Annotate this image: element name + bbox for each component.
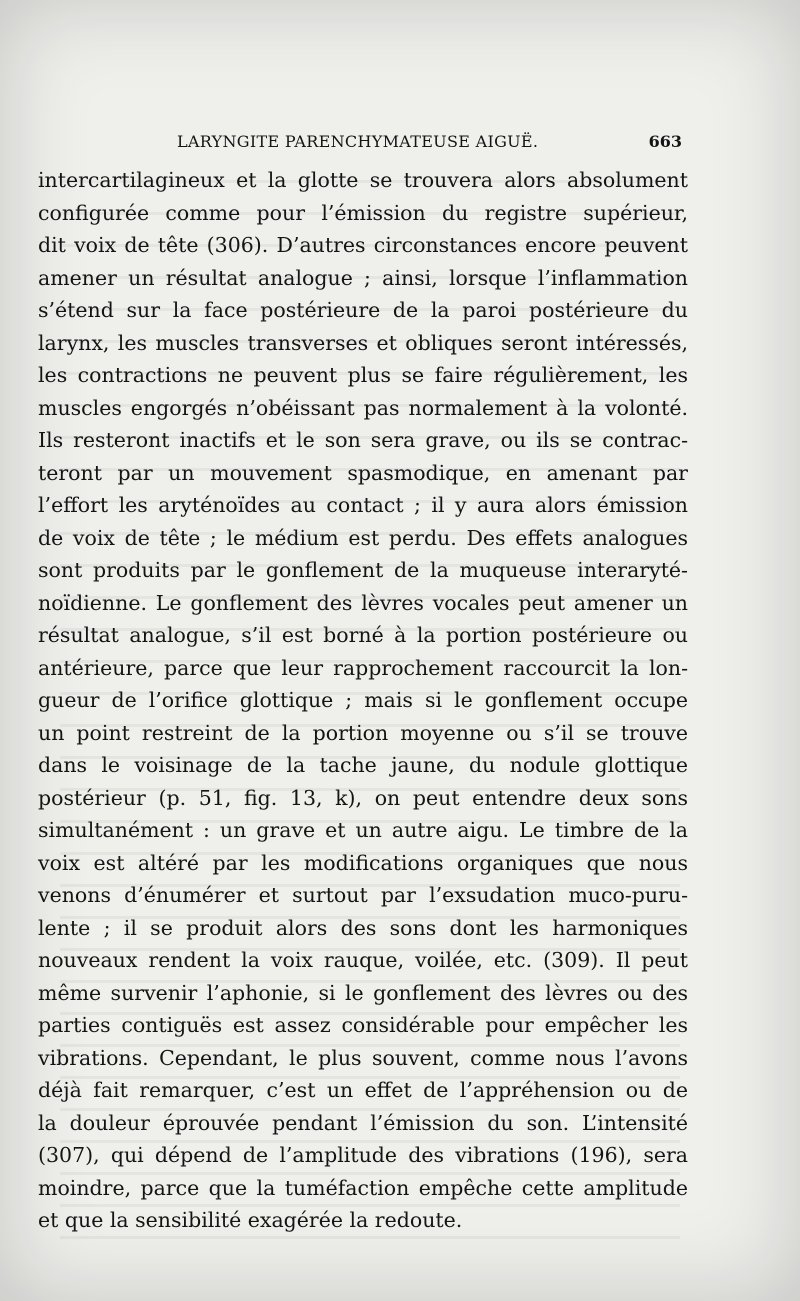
text-line-23: venons d’énumérer et surtout par l’exsudation muco-puru- [38, 883, 688, 907]
text-line-10: teront par un mouvement spasmodique, en amenant par [38, 460, 688, 485]
text-line-8: muscles engorgés n’obéissant pas normalement à la volonté. [38, 395, 688, 420]
text-line-22: voix est altéré par les modifications organiques que nous [38, 850, 688, 875]
text-line-1: intercartilagineux et la glotte se trouvera alors absolument [38, 168, 688, 192]
page-header [36, 132, 692, 156]
text-line-7: les contractions ne peuvent plus se faire régulièrement, les [38, 363, 688, 387]
text-line-3: dit voix de tête (306). D’autres circonstances encore peuvent [38, 233, 688, 257]
text-line-25: nouveaux rendent la voix rauque, voilée, etc. (309). Il peut [38, 948, 688, 972]
text-line-29: déjà fait remarquer, c’est un effet de l’appréhension ou de [38, 1078, 688, 1102]
text-line-20: postérieur (p. 51, fig. 13, k), on peut entendre deux sons [38, 785, 688, 810]
text-line-24: lente ; il se produit alors des sons dont les harmoniques [38, 915, 688, 940]
running-head: LARYNGITE PARENCHYMATEUSE AIGUË. [177, 132, 539, 151]
text-line-2: configurée comme pour l’émission du registre supérieur, [38, 200, 688, 225]
text-line-12: de voix de tête ; le médium est perdu. Des effets analogues [38, 525, 688, 550]
text-line-31: (307), qui dépend de l’amplitude des vibrations (196), sera [38, 1143, 688, 1167]
text-line-11: l’effort les aryténoïdes au contact ; il y aura alors émission [38, 493, 688, 517]
text-line-26: même survenir l’aphonie, si le gonflement des lèvres ou des [38, 980, 688, 1005]
text-line-15: résultat analogue, s’il est borné à la portion postérieure ou [38, 623, 688, 647]
text-line-17: gueur de l’orifice glottique ; mais si le gonflement occupe [38, 688, 688, 712]
text-line-9: Ils resteront inactifs et le son sera grave, ou ils se contrac- [38, 428, 688, 452]
text-line-30: la douleur éprouvée pendant l’émission du son. L’intensité [38, 1110, 688, 1135]
text-line-28: vibrations. Cependant, le plus souvent, comme nous l’avons [38, 1045, 688, 1070]
body-text [38, 164, 688, 1237]
text-line-5: s’étend sur la face postérieure de la paroi postérieure du [38, 298, 688, 322]
text-line-21: simultanément : un grave et un autre aigu. Le timbre de la [38, 818, 688, 842]
text-line-14: noïdienne. Le gonflement des lèvres vocales peut amener un [38, 590, 688, 615]
text-line-32: moindre, parce que la tuméfaction empêche cette amplitude [38, 1175, 688, 1200]
text-line-18: un point restreint de la portion moyenne ou s’il se trouve [38, 720, 688, 745]
text-line-13: sont produits par le gonflement de la muqueuse interaryté- [38, 558, 688, 582]
text-line-33: et que la sensibilité exagérée la redoute. [38, 1208, 463, 1232]
page-number: 663 [648, 132, 682, 151]
text-line-4: amener un résultat analogue ; ainsi, lorsque l’inflammation [38, 265, 688, 290]
text-line-27: parties contiguës est assez considérable pour empêcher les [38, 1013, 688, 1037]
text-line-6: larynx, les muscles transverses et obliques seront intéressés, [38, 330, 688, 355]
text-line-16: antérieure, parce que leur rapprochement raccourcit la lon- [38, 655, 688, 680]
text-line-19: dans le voisinage de la tache jaune, du nodule glottique [38, 753, 688, 777]
